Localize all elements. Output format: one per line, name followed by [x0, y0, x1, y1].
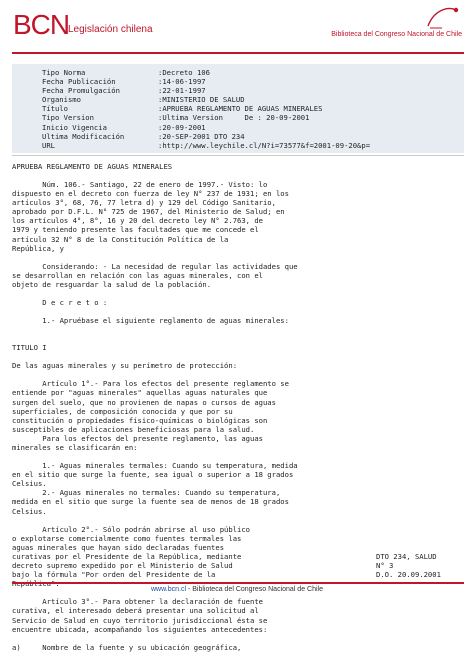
- metadata-value: :Decreto 106: [158, 68, 210, 77]
- metadata-value: :20-09-2001: [158, 122, 206, 132]
- metadata-row: [42, 86, 464, 95]
- metadata-key: Tipo Version: [42, 113, 94, 123]
- metadata-key: Fecha Promulgación: [42, 86, 120, 96]
- article-2-block: [12, 525, 464, 589]
- metadata-row: [42, 141, 464, 150]
- metadata-value: :20-SEP-2001 DTO 234: [158, 131, 245, 141]
- metadata-key: Inicio Vigencia: [42, 122, 107, 132]
- institution-name: Biblioteca del Congreso Nacional de Chile: [331, 31, 462, 38]
- metadata-row: [42, 113, 464, 122]
- footer-link[interactable]: www.bcn.cl: [151, 586, 187, 593]
- article-1-list: 1.- Aguas minerales termales: Cuando su temperatura, medida en el sitio que surge la fuente, sea igual o superior a 18 grados Celsius. 2.- Aguas minerales no termales: Cuando su temperatura, medida en el sitio que surge la fuente sea de menos de 18 grados Celsius.: [12, 461, 298, 516]
- intro-paragraph: Núm. 106.- Santiago, 22 de enero de 1997.- Visto: lo dispuesto en el decreto con fuerza de ley N° 237 de 1931; en los artículos 3°, 68, 76, 77 letra d) y 129 del Código Sanitario, aprobado por D.F.L. N° 725 de 1967, del Ministerio de Salud; en los artículos 4°, 8°, 16 y 20 del decreto ley N° 2.763, de 1979 y teniendo presente las facultades que me concede el artículo 32 N° 8 de la Constitución Política de la República, y: [12, 179, 289, 253]
- article-2-note: DTO 234, SALUD N° 3 D.O. 20.09.2001: [376, 551, 441, 580]
- metadata-value: :APRUEBA REGLAMENTO DE AGUAS MINERALES: [158, 104, 323, 114]
- metadata-key: URL: [42, 140, 55, 150]
- metadata-value: :Ultima Version De : 20-09-2001: [158, 113, 310, 123]
- footer-text: - Biblioteca del Congreso Nacional de Chile: [186, 586, 323, 593]
- decreto-heading: D e c r e t o :: [12, 297, 108, 307]
- logo-subtitle: Legislación chilena: [68, 24, 153, 35]
- metadata-value: :14-06-1997: [158, 77, 206, 87]
- metadata-row: [42, 123, 464, 132]
- metadata-value[interactable]: :http://www.leychile.cl/N?i=73577&f=2001-09-20&p=: [158, 140, 371, 150]
- metadata-value: :22-01-1997: [158, 86, 206, 96]
- considerando-paragraph: Considerando: - La necesidad de regular las actividades que se desarrollan en relación con las aguas minerales, con el objeto de resguardar la salud de la población.: [12, 261, 298, 289]
- header-divider: [12, 52, 464, 54]
- metadata-key: Tipo Norma: [42, 68, 86, 77]
- metadata-row: [42, 95, 464, 104]
- metadata-key: Fecha Publicación: [42, 77, 116, 87]
- metadata-table: [12, 64, 464, 153]
- metadata-row: [42, 77, 464, 86]
- metadata-value: :MINISTERIO DE SALUD: [158, 95, 245, 105]
- item-1: 1.- Apruébase el siguiente reglamento de aguas minerales:: [12, 316, 289, 326]
- article-2: Artículo 2°.- Sólo podrán abrirse al uso público o explotarse comercialmente como fuentes termales las aguas minerales que hayan sido declaradas fuentes curativas por el Presidente de la República, mediante decreto supremo expedido por el Ministerio de Salud bajo la fórmula "Por orden del Presidente de la: [12, 524, 250, 580]
- bcn-logo: BCN: [13, 9, 70, 40]
- article-1: Artículo 1°.- Para los efectos del presente reglamento se entiende por "aguas minerales" aquellas aguas naturales que surgen del suelo, que no provienen de napas o cursos de aguas superficiales, de composición conocida y que por su constitución o propiedades físico-químicas o biológicas son susceptibles de aplicaciones beneficiosas para la salud. Para los efectos del presente reglamento, las aguas minerales se clasificarán en:: [12, 379, 289, 452]
- library-mark-icon: [424, 4, 460, 30]
- metadata-row: [42, 68, 464, 77]
- titulo-subheading: De las aguas minerales y su perímetro de protección:: [12, 361, 238, 371]
- article-3: Artículo 3°.- Para obtener la declaración de fuente curativa, el interesado deberá presentar una solicitud al Servicio de Salud en cuyo territorio jurisdiccional ésta se encuentre ubicada, acompañando los siguientes antecedentes:: [12, 597, 268, 634]
- metadata-key: Ultima Modificación: [42, 131, 125, 141]
- page-footer: [0, 586, 474, 600]
- metadata-row: [42, 132, 464, 141]
- titulo-heading: TITULO I: [12, 343, 47, 353]
- metadata-separator: [12, 155, 464, 156]
- metadata-key: Título: [42, 104, 68, 114]
- metadata-row: [42, 104, 464, 113]
- footer-divider: [12, 582, 464, 584]
- document-title: APRUEBA REGLAMENTO DE AGUAS MINERALES: [12, 161, 173, 171]
- article-3-item-a: a) Nombre de la fuente y su ubicación geográfica,: [12, 642, 242, 652]
- metadata-key: Organismo: [42, 95, 81, 105]
